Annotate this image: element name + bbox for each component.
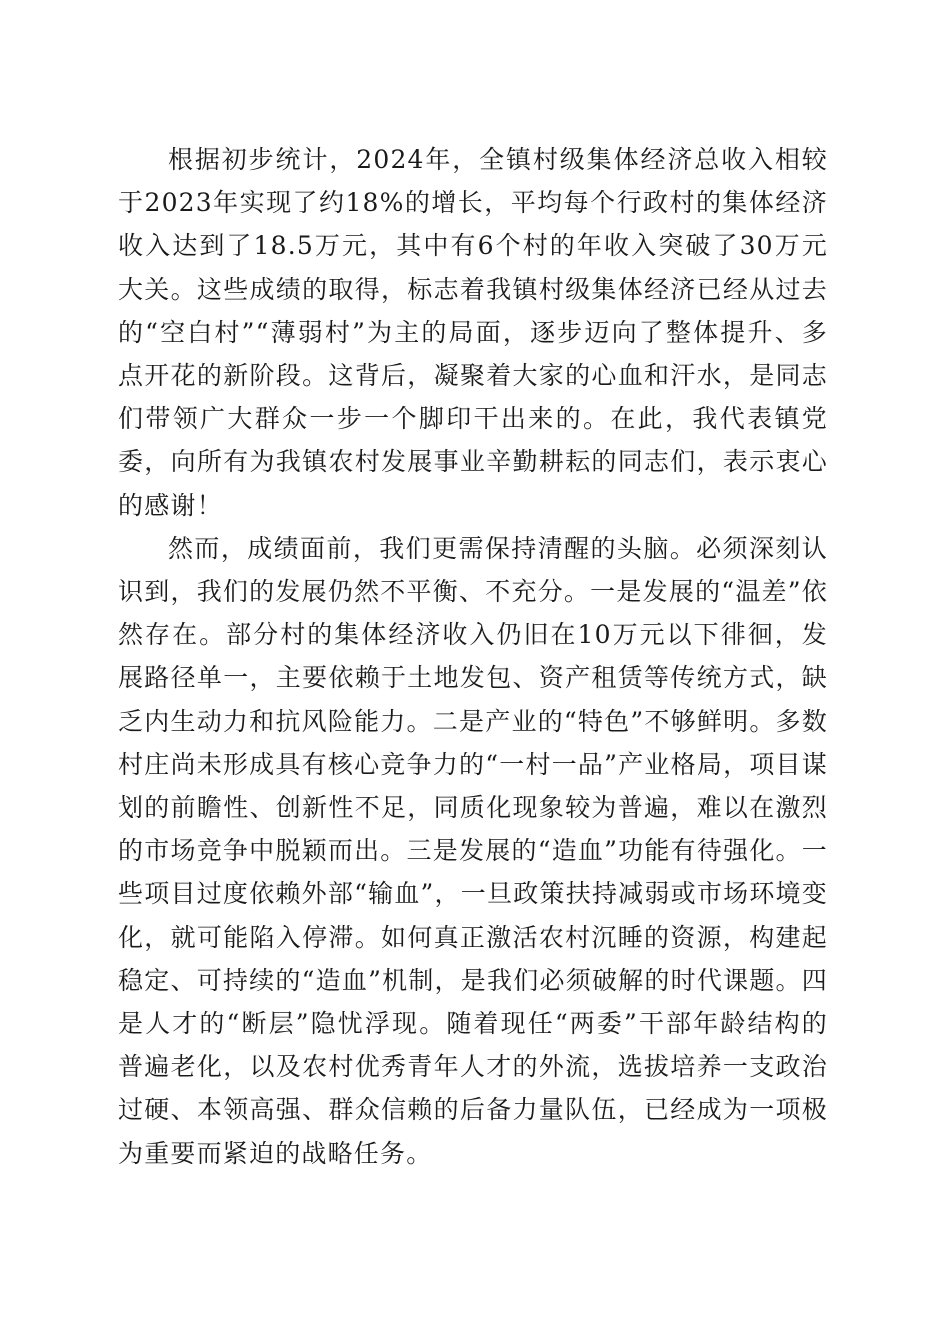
- paragraph-achievements: 根据初步统计，2024年，全镇村级集体经济总收入相较于2023年实现了约18%的增长，平均每个行政村的集体经济收入达到了18.5万元，其中有6个村的年收入突破了30万元大关。这些成绩的取得，标志着我镇村级集体经济已经从过去的“空白村”“薄弱村”为主的局面，逐步迈向了整体提升、多点开花的新阶段。这背后，凝聚着大家的心血和汗水，是同志们带领广大群众一步一个脚印干出来的。在此，我代表镇党委，向所有为我镇农村发展事业辛勤耕耘的同志们，表示衷心的感谢！: [118, 145, 828, 520]
- paragraph-challenges: 然而，成绩面前，我们更需保持清醒的头脑。必须深刻认识到，我们的发展仍然不平衡、不充分。一是发展的“温差”依然存在。部分村的集体经济收入仍旧在10万元以下徘徊，发展路径单一，主要依赖于土地发包、资产租赁等传统方式，缺乏内生动力和抗风险能力。二是产业的“特色”不够鲜明。多数村庄尚未形成具有核心竞争力的“一村一品”产业格局，项目谋划的前瞻性、创新性不足，同质化现象较为普遍，难以在激烈的市场竞争中脱颖而出。三是发展的“造血”功能有待强化。一些项目过度依赖外部“输血”，一旦政策扶持减弱或市场环境变化，就可能陷入停滞。如何真正激活农村沉睡的资源，构建起稳定、可持续的“造血”机制，是我们必须破解的时代课题。四是人才的“断层”隐忧浮现。随着现任“两委”干部年龄结构的普遍老化，以及农村优秀青年人才的外流，选拔培养一支政治过硬、本领高强、群众信赖的后备力量队伍，已经成为一项极为重要而紧迫的战略任务。: [118, 533, 828, 1168]
- document-body: [118, 138, 828, 1175]
